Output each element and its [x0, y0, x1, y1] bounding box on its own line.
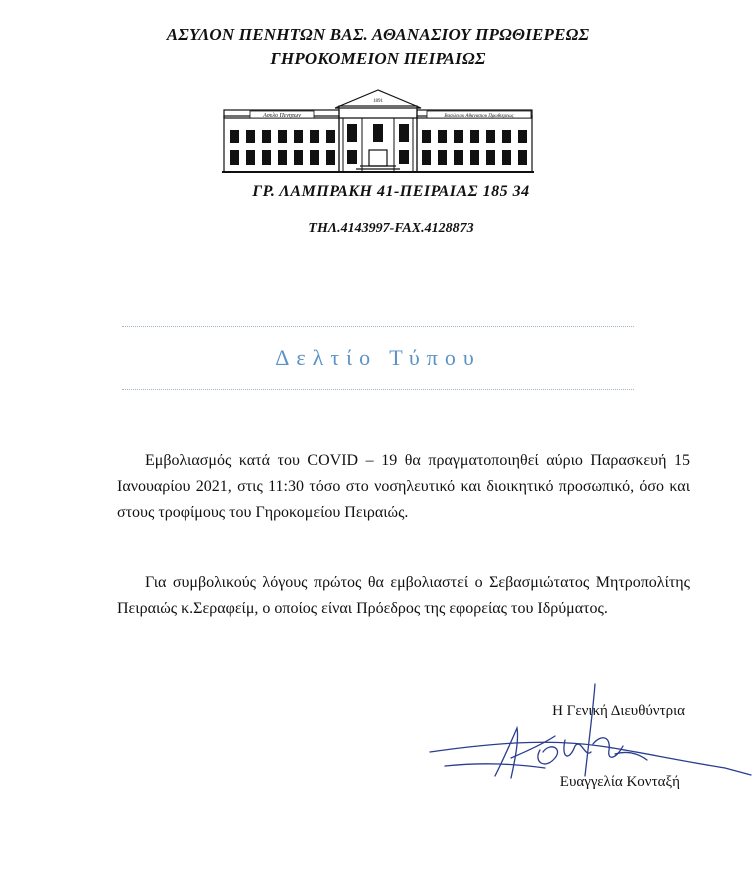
- divider-top: [122, 326, 634, 327]
- building-illustration: [222, 88, 534, 176]
- address: ΓΡ. ΛΑΜΠΡΑΚΗ 41-ΠΕΙΡΑΙΑΣ 185 34: [252, 183, 530, 200]
- org-name-line2: ΓΗΡΟΚΟΜΕΙΟΝ ΠΕΙΡΑΙΩΣ: [270, 49, 486, 68]
- press-release-title: Δελτίο Τύπου: [275, 345, 481, 370]
- handwritten-signature: [425, 680, 753, 800]
- phone-fax: ΤΗΛ.4143997-FAX.4128873: [308, 221, 474, 236]
- signatory-role: Η Γενική Διευθύντρια: [552, 703, 685, 719]
- building-sign-left: Ασυλο Πενητων: [263, 113, 301, 119]
- org-name-line1: ΑΣΥΛΟΝ ΠΕΝΗΤΩΝ ΒΑΣ. ΑΘΑΝΑΣΙΟΥ ΠΡΩΘΙΕΡΕΩΣ: [166, 25, 590, 44]
- body-paragraph-2: Για συμβολικούς λόγους πρώτος θα εμβολιαστεί ο Σεβασμιώτατος Μητροπολίτης Πειραιώς κ.Σεραφείμ, ο οποίος είναι Πρόεδρος της εφορείας του Ιδρύματος.: [117, 574, 690, 617]
- building-sign-right: Βασιλειου Αθανασιου Πρωθιερεως: [444, 114, 514, 119]
- signatory-name: Ευαγγελία Κονταξή: [559, 774, 680, 790]
- divider-bottom: [122, 389, 634, 390]
- body-paragraph-1: Εμβολιασμός κατά του COVID – 19 θα πραγματοποιηθεί αύριο Παρασκευή 15 Ιανουαρίου 2021, στις 11:30 τόσο στο νοσηλευτικό και διοικητικό προσωπικό, όσο και στους τροφίμους του Γηροκομείου Πειραιώς.: [117, 452, 690, 521]
- building-sign-year: 1891: [373, 99, 383, 104]
